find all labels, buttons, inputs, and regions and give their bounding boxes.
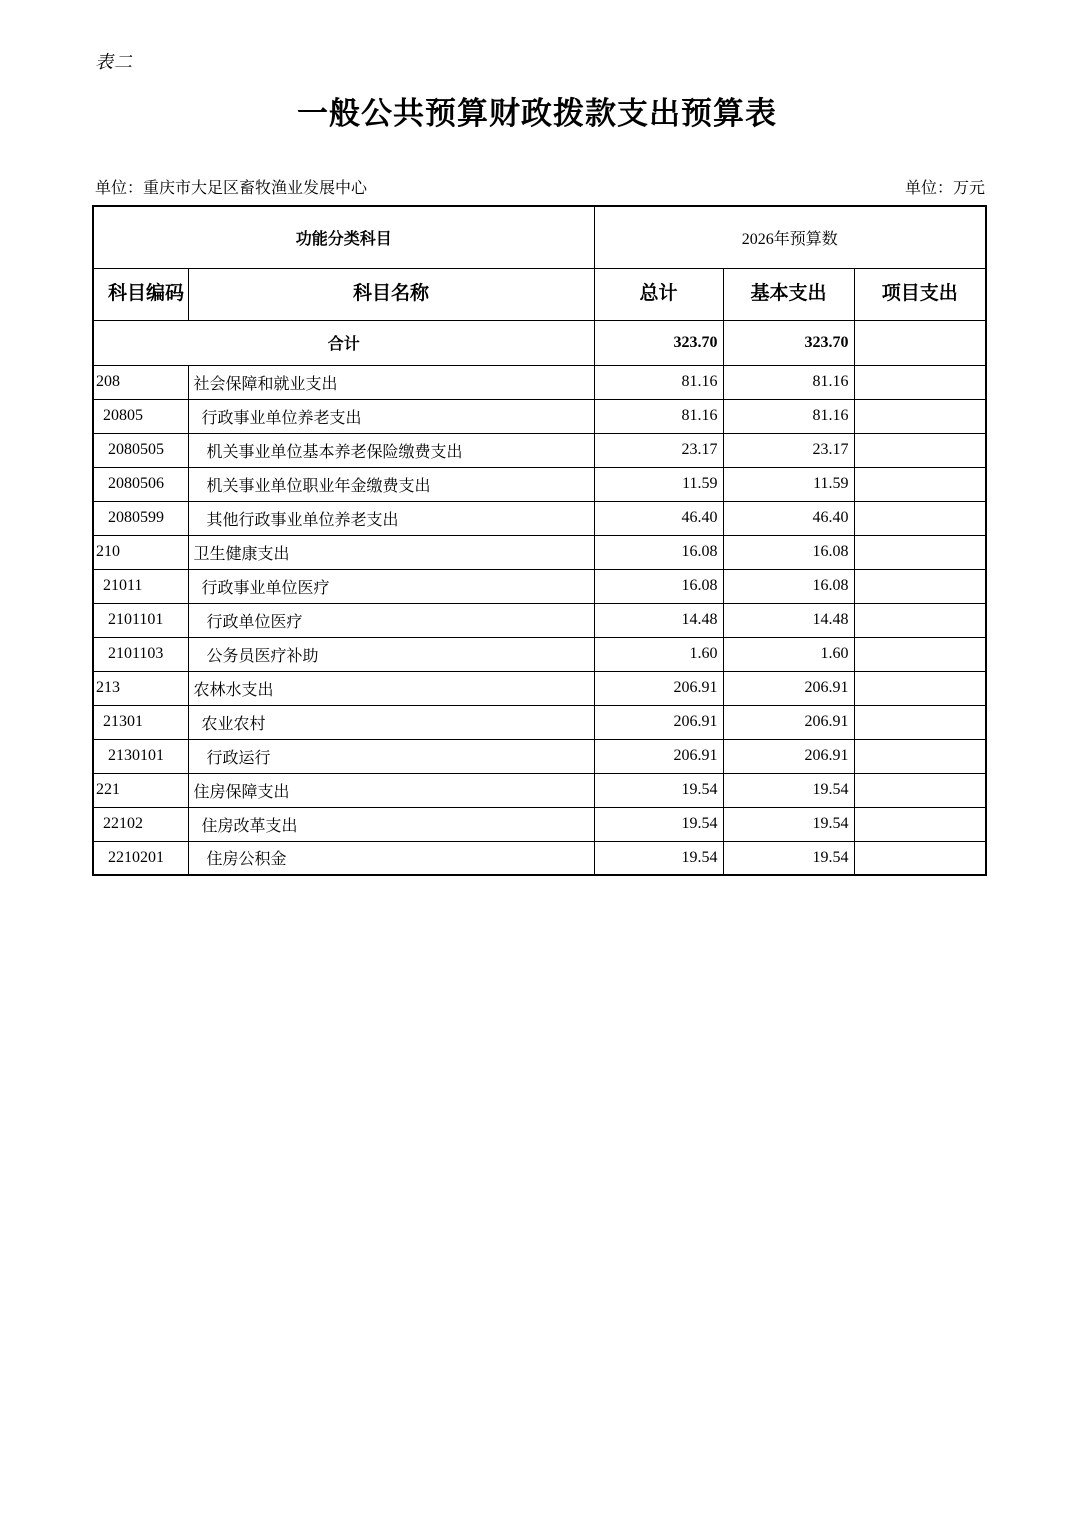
total-basic-cell: 323.70	[723, 320, 854, 365]
table-row	[93, 467, 986, 501]
table-row	[93, 433, 986, 467]
table-row	[93, 569, 986, 603]
basic-cell: 206.91	[723, 739, 854, 773]
project-cell	[854, 501, 986, 535]
table-row	[93, 671, 986, 705]
project-cell	[854, 399, 986, 433]
total-cell: 19.54	[594, 807, 723, 841]
table-row	[93, 501, 986, 535]
header-function-category: 功能分类科目	[93, 206, 594, 268]
total-cell: 16.08	[594, 569, 723, 603]
subject-name-cell: 机关事业单位基本养老保险缴费支出	[188, 433, 594, 467]
unit-info-row	[95, 175, 985, 198]
basic-cell: 16.08	[723, 535, 854, 569]
basic-cell: 11.59	[723, 467, 854, 501]
total-cell: 14.48	[594, 603, 723, 637]
basic-cell: 16.08	[723, 569, 854, 603]
table-row	[93, 637, 986, 671]
table-number-label: 表二	[95, 52, 133, 72]
project-cell	[854, 467, 986, 501]
table-row	[93, 365, 986, 399]
subject-code-cell: 22102	[93, 807, 188, 841]
total-cell: 19.54	[594, 773, 723, 807]
budget-table-body	[93, 320, 986, 875]
project-cell	[854, 365, 986, 399]
total-cell: 206.91	[594, 739, 723, 773]
basic-cell: 206.91	[723, 671, 854, 705]
project-cell	[854, 535, 986, 569]
header-group-row	[93, 206, 986, 268]
budget-table	[92, 205, 987, 876]
project-cell	[854, 603, 986, 637]
total-total-cell: 323.70	[594, 320, 723, 365]
project-cell	[854, 773, 986, 807]
table-row	[93, 705, 986, 739]
subject-name-cell: 农业农村	[188, 705, 594, 739]
table-row	[93, 399, 986, 433]
total-cell: 81.16	[594, 365, 723, 399]
subject-name-cell: 机关事业单位职业年金缴费支出	[188, 467, 594, 501]
header-subject-name: 科目名称	[188, 268, 594, 320]
project-cell	[854, 841, 986, 875]
project-cell	[854, 671, 986, 705]
header-budget-year: 2026年预算数	[594, 206, 986, 268]
total-label-cell: 合计	[93, 320, 594, 365]
header-total: 总计	[594, 268, 723, 320]
subject-name-cell: 卫生健康支出	[188, 535, 594, 569]
basic-cell: 19.54	[723, 841, 854, 875]
project-cell	[854, 433, 986, 467]
grand-total-row	[93, 320, 986, 365]
page-title: 一般公共预算财政拨款支出预算表	[297, 96, 777, 131]
budget-table-header	[93, 206, 986, 320]
subject-name-cell: 农林水支出	[188, 671, 594, 705]
subject-name-cell: 行政单位医疗	[188, 603, 594, 637]
subject-code-cell: 2130101	[93, 739, 188, 773]
project-cell	[854, 569, 986, 603]
total-cell: 11.59	[594, 467, 723, 501]
subject-code-cell: 2101103	[93, 637, 188, 671]
total-cell: 206.91	[594, 671, 723, 705]
basic-cell: 19.54	[723, 773, 854, 807]
subject-code-cell: 21301	[93, 705, 188, 739]
header-subject-code: 科目编码	[93, 268, 188, 320]
project-cell	[854, 637, 986, 671]
total-cell: 81.16	[594, 399, 723, 433]
table-row	[93, 739, 986, 773]
unit-currency-label: 单位：万元	[904, 180, 985, 197]
total-cell: 23.17	[594, 433, 723, 467]
basic-cell: 206.91	[723, 705, 854, 739]
total-cell: 1.60	[594, 637, 723, 671]
subject-name-cell: 行政事业单位医疗	[188, 569, 594, 603]
project-cell	[854, 705, 986, 739]
total-cell: 16.08	[594, 535, 723, 569]
subject-name-cell: 住房保障支出	[188, 773, 594, 807]
table-row	[93, 535, 986, 569]
project-cell	[854, 739, 986, 773]
total-cell: 46.40	[594, 501, 723, 535]
subject-name-cell: 行政事业单位养老支出	[188, 399, 594, 433]
subject-name-cell: 公务员医疗补助	[188, 637, 594, 671]
table-row	[93, 603, 986, 637]
subject-code-cell: 2080506	[93, 467, 188, 501]
table-row	[93, 841, 986, 875]
table-row	[93, 807, 986, 841]
subject-code-cell: 221	[93, 773, 188, 807]
header-project-expenditure: 项目支出	[854, 268, 986, 320]
total-cell: 19.54	[594, 841, 723, 875]
basic-cell: 23.17	[723, 433, 854, 467]
subject-code-cell: 2080505	[93, 433, 188, 467]
header-columns-row	[93, 268, 986, 320]
subject-code-cell: 208	[93, 365, 188, 399]
subject-code-cell: 21011	[93, 569, 188, 603]
table-row	[93, 773, 986, 807]
subject-code-cell: 2210201	[93, 841, 188, 875]
subject-code-cell: 20805	[93, 399, 188, 433]
subject-code-cell: 2080599	[93, 501, 188, 535]
unit-organization-label: 单位：重庆市大足区畜牧渔业发展中心	[95, 180, 368, 197]
subject-code-cell: 210	[93, 535, 188, 569]
basic-cell: 46.40	[723, 501, 854, 535]
total-project-cell	[854, 320, 986, 365]
subject-name-cell: 行政运行	[188, 739, 594, 773]
subject-code-cell: 213	[93, 671, 188, 705]
subject-name-cell: 社会保障和就业支出	[188, 365, 594, 399]
basic-cell: 81.16	[723, 365, 854, 399]
subject-name-cell: 住房改革支出	[188, 807, 594, 841]
subject-name-cell: 住房公积金	[188, 841, 594, 875]
basic-cell: 19.54	[723, 807, 854, 841]
header-basic-expenditure: 基本支出	[723, 268, 854, 320]
basic-cell: 81.16	[723, 399, 854, 433]
subject-code-cell: 2101101	[93, 603, 188, 637]
subject-name-cell: 其他行政事业单位养老支出	[188, 501, 594, 535]
project-cell	[854, 807, 986, 841]
basic-cell: 14.48	[723, 603, 854, 637]
basic-cell: 1.60	[723, 637, 854, 671]
total-cell: 206.91	[594, 705, 723, 739]
